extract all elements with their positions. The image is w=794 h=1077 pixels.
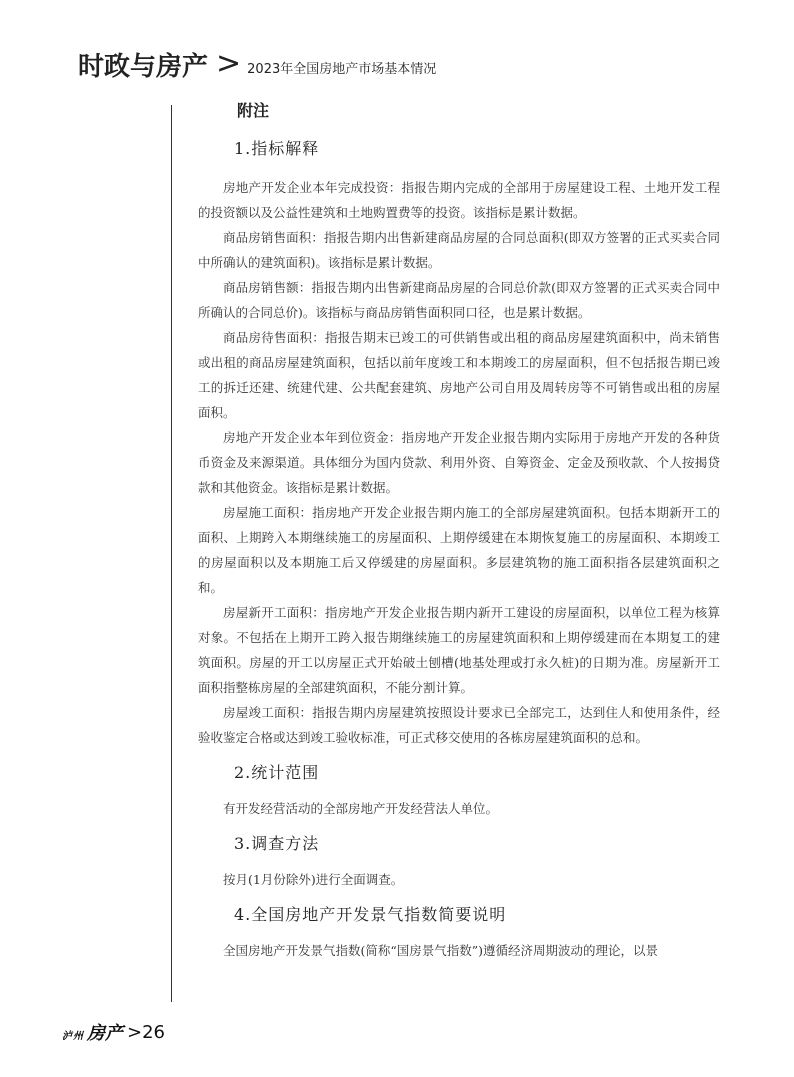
page-number: >26 — [127, 1021, 165, 1043]
margin-divider — [171, 105, 172, 1002]
section-heading-2: 2.统计范围 — [234, 763, 320, 782]
paragraph: 商品房销售面积：指报告期内出售新建商品房屋的合同总面积(即双方签署的正式买卖合同中所确认的建筑面积)。该指标是累计数据。 — [198, 230, 720, 270]
article-body — [198, 98, 720, 963]
notes-heading: 附注 — [237, 101, 270, 120]
paragraph: 房地产开发企业本年到位资金：指房地产开发企业报告期内实际用于房地产开发的各种货币资金及来源渠道。具体细分为国内贷款、利用外资、自筹资金、定金及预收款、个人按揭贷款和其他资金。该指标是累计数据。 — [198, 430, 720, 495]
paragraph: 有开发经营活动的全部房地产开发经营法人单位。 — [223, 801, 499, 816]
logo-city-text: 泸州 — [62, 1031, 84, 1042]
section-heading-1: 1.指标解释 — [234, 139, 320, 158]
paragraph: 房地产开发企业本年完成投资：指报告期内完成的全部用于房屋建设工程、土地开发工程的投资额以及公益性建筑和土地购置费等的投资。该指标是累计数据。 — [198, 180, 720, 220]
paragraph: 商品房待售面积：指报告期末已竣工的可供销售或出租的商品房屋建筑面积中，尚未销售或出租的商品房屋建筑面积，包括以前年度竣工和本期竣工的房屋面积，但不包括报告期已竣工的拆迁还建、统建代建、公共配套建筑、房地产公司自用及周转房等不可销售或出租的房屋面积。 — [198, 330, 720, 420]
page-footer — [62, 1019, 165, 1045]
section-heading-4: 4.全国房地产开发景气指数简要说明 — [234, 905, 507, 924]
paragraph: 全国房地产开发景气指数(简称“国房景气指数”)遵循经济周期波动的理论，以景 — [223, 943, 659, 958]
paragraph: 商品房销售额：指报告期内出售新建商品房屋的合同总价款(即双方签署的正式买卖合同中所确认的合同总价)。该指标与商品房销售面积同口径，也是累计数据。 — [198, 280, 720, 320]
chevron-right-icon: > — [216, 46, 242, 81]
magazine-logo — [62, 1019, 123, 1045]
paragraph: 房屋施工面积：指房地产开发企业报告期内施工的全部房屋建筑面积。包括本期新开工的面积、上期跨入本期继续施工的房屋面积、上期停缓建在本期恢复施工的房屋面积、本期竣工的房屋面积以及本期施工后又停缓建的房屋面积。多层建筑物的施工面积指各层建筑面积之和。 — [198, 505, 720, 595]
paragraph: 按月(1月份除外)进行全面调查。 — [223, 872, 404, 887]
paragraph: 房屋竣工面积：指报告期内房屋建筑按照设计要求已全部完工，达到住人和使用条件，经验收鉴定合格或达到竣工验收标准，可正式移交使用的各栋房屋建筑面积的总和。 — [198, 705, 720, 745]
logo-title-text: 房产 — [87, 1023, 123, 1044]
section-title: 时政与房产 — [78, 51, 209, 82]
paragraph: 房屋新开工面积：指房地产开发企业报告期内新开工建设的房屋面积，以单位工程为核算对象。不包括在上期开工跨入报告期继续施工的房屋建筑面积和上期停缓建而在本期复工的建筑面积。房屋的开工以房屋正式开始破土刨槽(地基处理或打永久桩)的日期为准。房屋新开工面积指整栋房屋的全部建筑面积，不能分割计算。 — [198, 605, 720, 695]
article-subtitle: 2023年全国房地产市场基本情况 — [247, 61, 437, 77]
section-heading-3: 3.调查方法 — [234, 834, 320, 853]
page-header — [78, 46, 436, 82]
